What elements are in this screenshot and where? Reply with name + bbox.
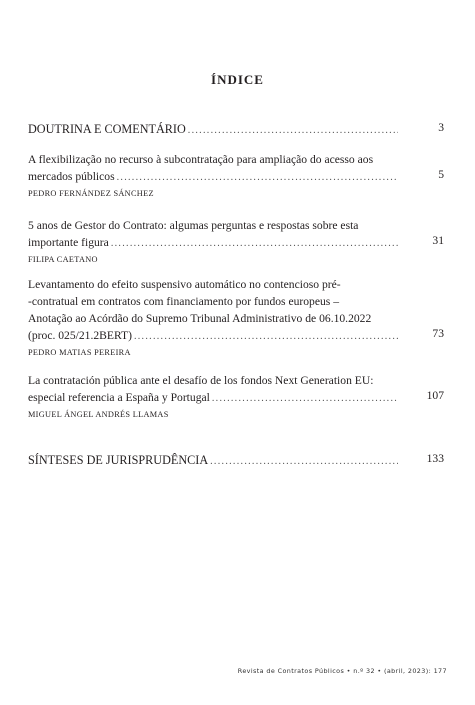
entry-title-line: La contratación pública ante el desafío de los fondos Next Generation EU: — [28, 374, 374, 387]
entry-title-line: importante figura — [28, 236, 109, 249]
section-label: DOUTRINA E COMENTÁRIO — [28, 122, 186, 136]
entry-title-line: especial referencia a España y Portugal — [28, 391, 210, 404]
page-number: 3 — [438, 121, 444, 134]
page-number: 31 — [432, 234, 444, 247]
page-number: 73 — [432, 327, 444, 340]
entry-title-line: -contratual em contratos com financiamento por fundos europeus – — [28, 295, 339, 308]
toc-entry-2[interactable] — [28, 217, 400, 265]
entry-author: MIGUEL ÁNGEL ANDRÉS LLAMAS — [28, 410, 169, 419]
entry-title-line: mercados públicos — [28, 170, 115, 183]
dot-leader — [188, 121, 398, 139]
toc-entry-4[interactable] — [28, 372, 400, 420]
page-title: ÍNDICE — [211, 72, 264, 87]
page-number: 107 — [426, 389, 444, 402]
toc-section-sinteses[interactable] — [28, 452, 400, 470]
entry-title-line: Anotação ao Acórdão do Supremo Tribunal Administrativo de 06.10.2022 — [28, 312, 372, 325]
section-label: SÍNTESES DE JURISPRUDÊNCIA — [28, 453, 209, 467]
entry-title-line: (proc. 025/21.2BERT) — [28, 329, 132, 342]
dot-leader — [134, 327, 398, 345]
toc-section-doutrina[interactable] — [28, 121, 400, 139]
dot-leader — [117, 168, 398, 186]
entry-author: FILIPA CAETANO — [28, 255, 98, 264]
toc-entry-3[interactable] — [28, 276, 400, 358]
page-number: 133 — [426, 452, 444, 465]
dot-leader — [111, 234, 398, 252]
toc-entry-1[interactable] — [28, 151, 400, 199]
entry-title-line: Levantamento do efeito suspensivo automático no contencioso pré- — [28, 278, 341, 291]
entry-author: PEDRO MATIAS PEREIRA — [28, 348, 131, 357]
entry-title-line: 5 anos de Gestor do Contrato: algumas perguntas e respostas sobre esta — [28, 219, 359, 232]
entry-author: PEDRO FERNÁNDEZ SÁNCHEZ — [28, 189, 154, 198]
dot-leader — [210, 452, 398, 470]
page-footer: Revista de Contratos Públicos • n.º 32 • (abril, 2023): 177 — [237, 667, 447, 675]
page-number: 5 — [438, 168, 444, 181]
dot-leader — [212, 389, 398, 407]
entry-title-line: A flexibilização no recurso à subcontratação para ampliação do acesso aos — [28, 153, 374, 166]
